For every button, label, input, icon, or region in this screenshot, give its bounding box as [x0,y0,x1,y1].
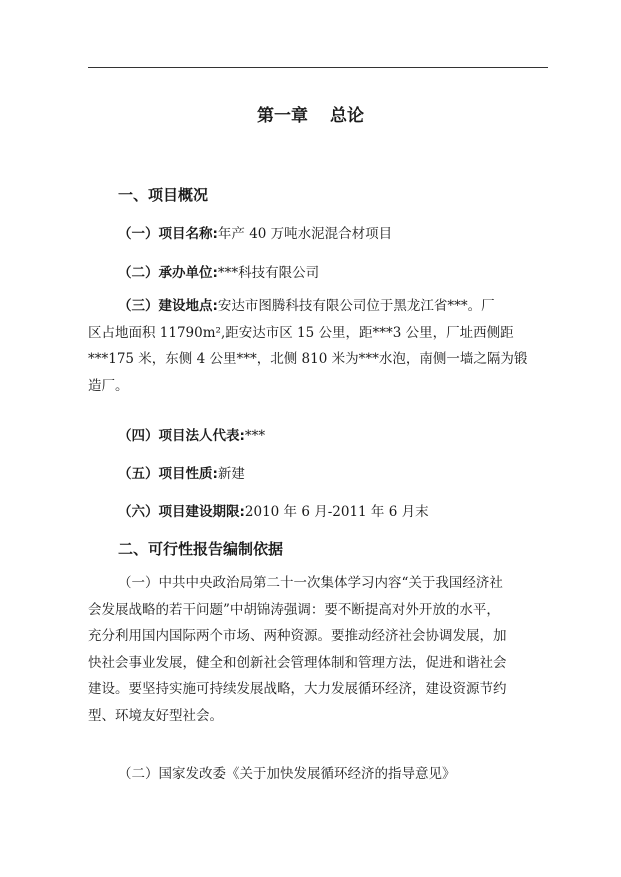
basis-line-2: 会发展战略的若干问题”中胡锦涛强调：要不断提高对外开放的水平， [88,601,500,618]
construction-period-label: （六）项目建设期限: [118,504,245,520]
basis-paragraph-1 [88,570,550,729]
chapter-number: 第一章 [257,106,308,126]
construction-period-item [118,500,429,520]
header-rule [88,67,548,68]
basis-line-3: 充分利用国内国际两个市场、两种资源。要推动经济社会协调发展，加 [88,628,507,644]
basis-line-4: 快社会事业发展，健全和创新社会管理体制和管理方法，促进和谐社会 [88,654,507,671]
location-line-4: 造厂。 [88,377,129,394]
legal-rep-item [118,424,265,444]
location-line-1: 安达市图腾科技有限公司位于黑龙江省***。厂 [217,298,495,314]
organizer-label: （二）承办单位: [118,265,218,281]
basis-paragraph-2: （二）国家发改委《关于加快发展循环经济的指导意见》 [118,766,456,782]
project-nature-item [118,462,245,482]
legal-rep-value: *** [244,428,266,444]
basis-line-1: （一）中共中央政治局第二十一次集体学习内容“关于我国经济社 [118,575,503,591]
legal-rep-label: （四）项目法人代表: [118,428,245,444]
location-line-2: 区占地面积 11790m²,距安达市区 15 公里，距***3 公里，厂址西侧距 [88,324,514,341]
chapter-title [0,101,621,126]
basis-line-6: 型、环境友好型社会。 [88,707,223,724]
organizer-value: ***科技有限公司 [217,265,320,281]
location-label: （三）建设地点: [118,298,218,314]
project-nature-value: 新建 [217,466,245,482]
project-name-label: （一）项目名称: [118,226,218,242]
organizer-item [118,261,319,281]
location-paragraph [88,293,550,399]
basis-line-5: 建设。要坚持实施可持续发展战略，大力发展循环经济，建设资源节约 [88,681,507,697]
section2-heading: 二、可行性报告编制依据 [118,540,284,558]
chapter-name: 总论 [330,106,364,126]
project-name-value: 年产 40 万吨水泥混合材项目 [217,226,393,242]
construction-period-value: 2010 年 6 月-2011 年 6 月末 [244,504,429,520]
project-nature-label: （五）项目性质: [118,466,218,482]
section1-heading: 一、项目概况 [118,186,209,204]
location-line-3: ***175 米，东侧 4 公里***，北侧 810 米为***水泡，南侧一墙之隔为锻 [88,351,528,367]
project-name-item [118,222,392,242]
